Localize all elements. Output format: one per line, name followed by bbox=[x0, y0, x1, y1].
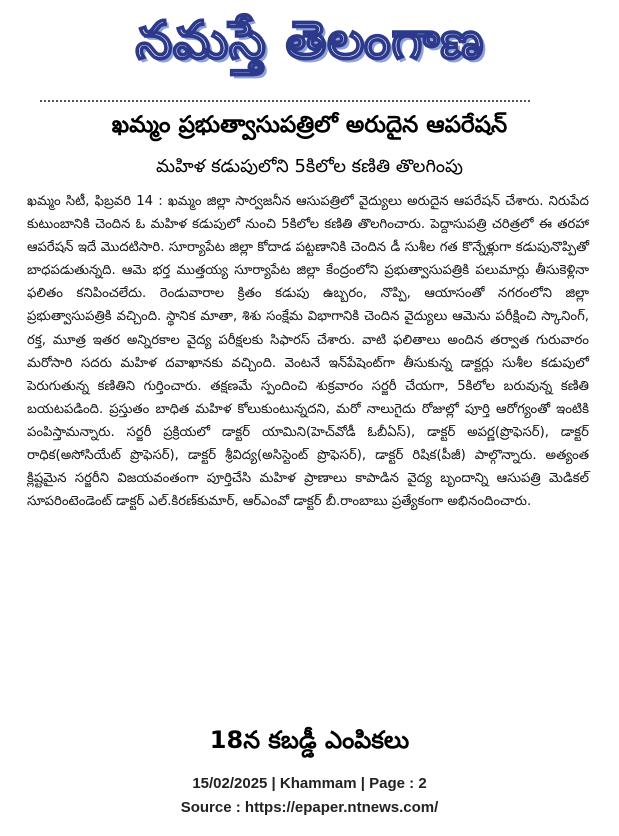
date-edition-line: 15/02/2025 | Khammam | Page : 2 bbox=[192, 775, 427, 792]
source-footer bbox=[0, 772, 619, 820]
newspaper-masthead bbox=[14, 4, 606, 90]
article-body bbox=[27, 190, 589, 513]
article-headline: ఖమ్మం ప్రభుత్వాసుపత్రిలో అరుదైన ఆపరేషన్ bbox=[111, 112, 508, 138]
article-subheadline: మహిళ కడుపులోని 5కిలోల కణితి తొలగింపు bbox=[155, 156, 464, 177]
article-paragraph: ఖమ్మం సిటీ, ఫిబ్రవరి 14 : ఖమ్మం జిల్లా సార్వజనీన ఆసుపత్రిలో వైద్యులు అరుదైన ఆపరేషన్ చేశారు. నిరుపేద కుటుంబానికి చెందిన ఓ మహిళ కడుపులో నుంచి 5కిలోల కణితి తొలగించారు. పెద్దాసుపత్రి చరిత్రలో ఈ తరహా ఆపరేషన్ ఇదే మొదటిసారి. సూర్యాపేట జిల్లా కోదాడ పట్టణానికి చెందిన డీ సుశీల గత కొన్నేళ్లుగా కడుపునొప్పితో బాధపడుతున్నది. ఆమె భర్త ముత్తయ్య సూర్యాపేట జిల్లా కేంద్రంలోని ప్రభుత్వాసుపత్రికి పలుమార్లు తీసుకెళ్లినా ఫలితం కనిపించలేదు. రెండువారాల క్రితం కడుపు ఉబ్బరం, నొప్పి, ఆయాసంతో నగరంలోని జిల్లా ప్రభుత్వాసుపత్రికి వచ్చింది. స్థానిక మాతా, శిశు సంక్షేమ విభాగానికి చెందిన వైద్యులు ఆమెను పరీక్షించి స్కానింగ్, రక్త, మూత్ర ఇతర అన్నిరకాల వైద్య పరీక్షలకు సిఫారస్ చేశారు. వాటి ఫలితాలు అందిన తర్వాత గురువారం మరోసారి సదరు మహిళ దవాఖానకు వచ్చింది. వెంటనే ఇన్‌పేషెంట్‌గా తీసుకున్న డాక్టర్లు సుశీల కడుపులో పెరుగుతున్న కణితిని గుర్తించారు. తక్షణమే స్పందించి శుక్రవారం సర్జరీ చేయగా, 5కిలోల బరువున్న కణితి బయటపడింది. ప్రస్తుతం బాధిత మహిళ కోలుకుంటున్నదని, మరో నాలుగైదు రోజుల్లో పూర్తి ఆరోగ్యంతో ఇంటికి పంపిస్తామన్నారు. సర్జరీ ప్రక్రియలో డాక్టర్ యామిని(హెచ్‌వోడీ ఓబీఏస్), డాక్టర్ అపర్ణ(ప్రొఫెసర్), డాక్టర్ రాధిక(అసోసియేట్ ప్రొఫెసర్), డాక్టర్ శ్రీవిద్య(అసిస్టెంట్ ప్రొఫెసర్), డాక్టర్ రిషిక(పీజీ) పాల్గొన్నారు. అత్యంత క్లిష్టమైన సర్జరీని విజయవంతంగా పూర్తిచేసి మహిళ ప్రాణాలు కాపాడిన వైద్య బృందాన్ని ఆసుపత్రి మెడికల్ సూపరింటెండెంట్ డాక్టర్ ఎల్.కిరణ్‌కుమార్, ఆర్‌ఎంవో డాక్టర్ బీ.రాంబాబు ప్రత్యేకంగా అభినందించారు. bbox=[27, 194, 589, 510]
next-article-headline: 18న కబడ్డీ ఎంపికలు bbox=[209, 726, 410, 754]
clipping-edge-divider bbox=[40, 100, 530, 106]
source-url-line: Source : https://epaper.ntnews.com/ bbox=[180, 799, 439, 816]
masthead-logo: నమస్తే తెలంగాణ bbox=[135, 10, 485, 71]
